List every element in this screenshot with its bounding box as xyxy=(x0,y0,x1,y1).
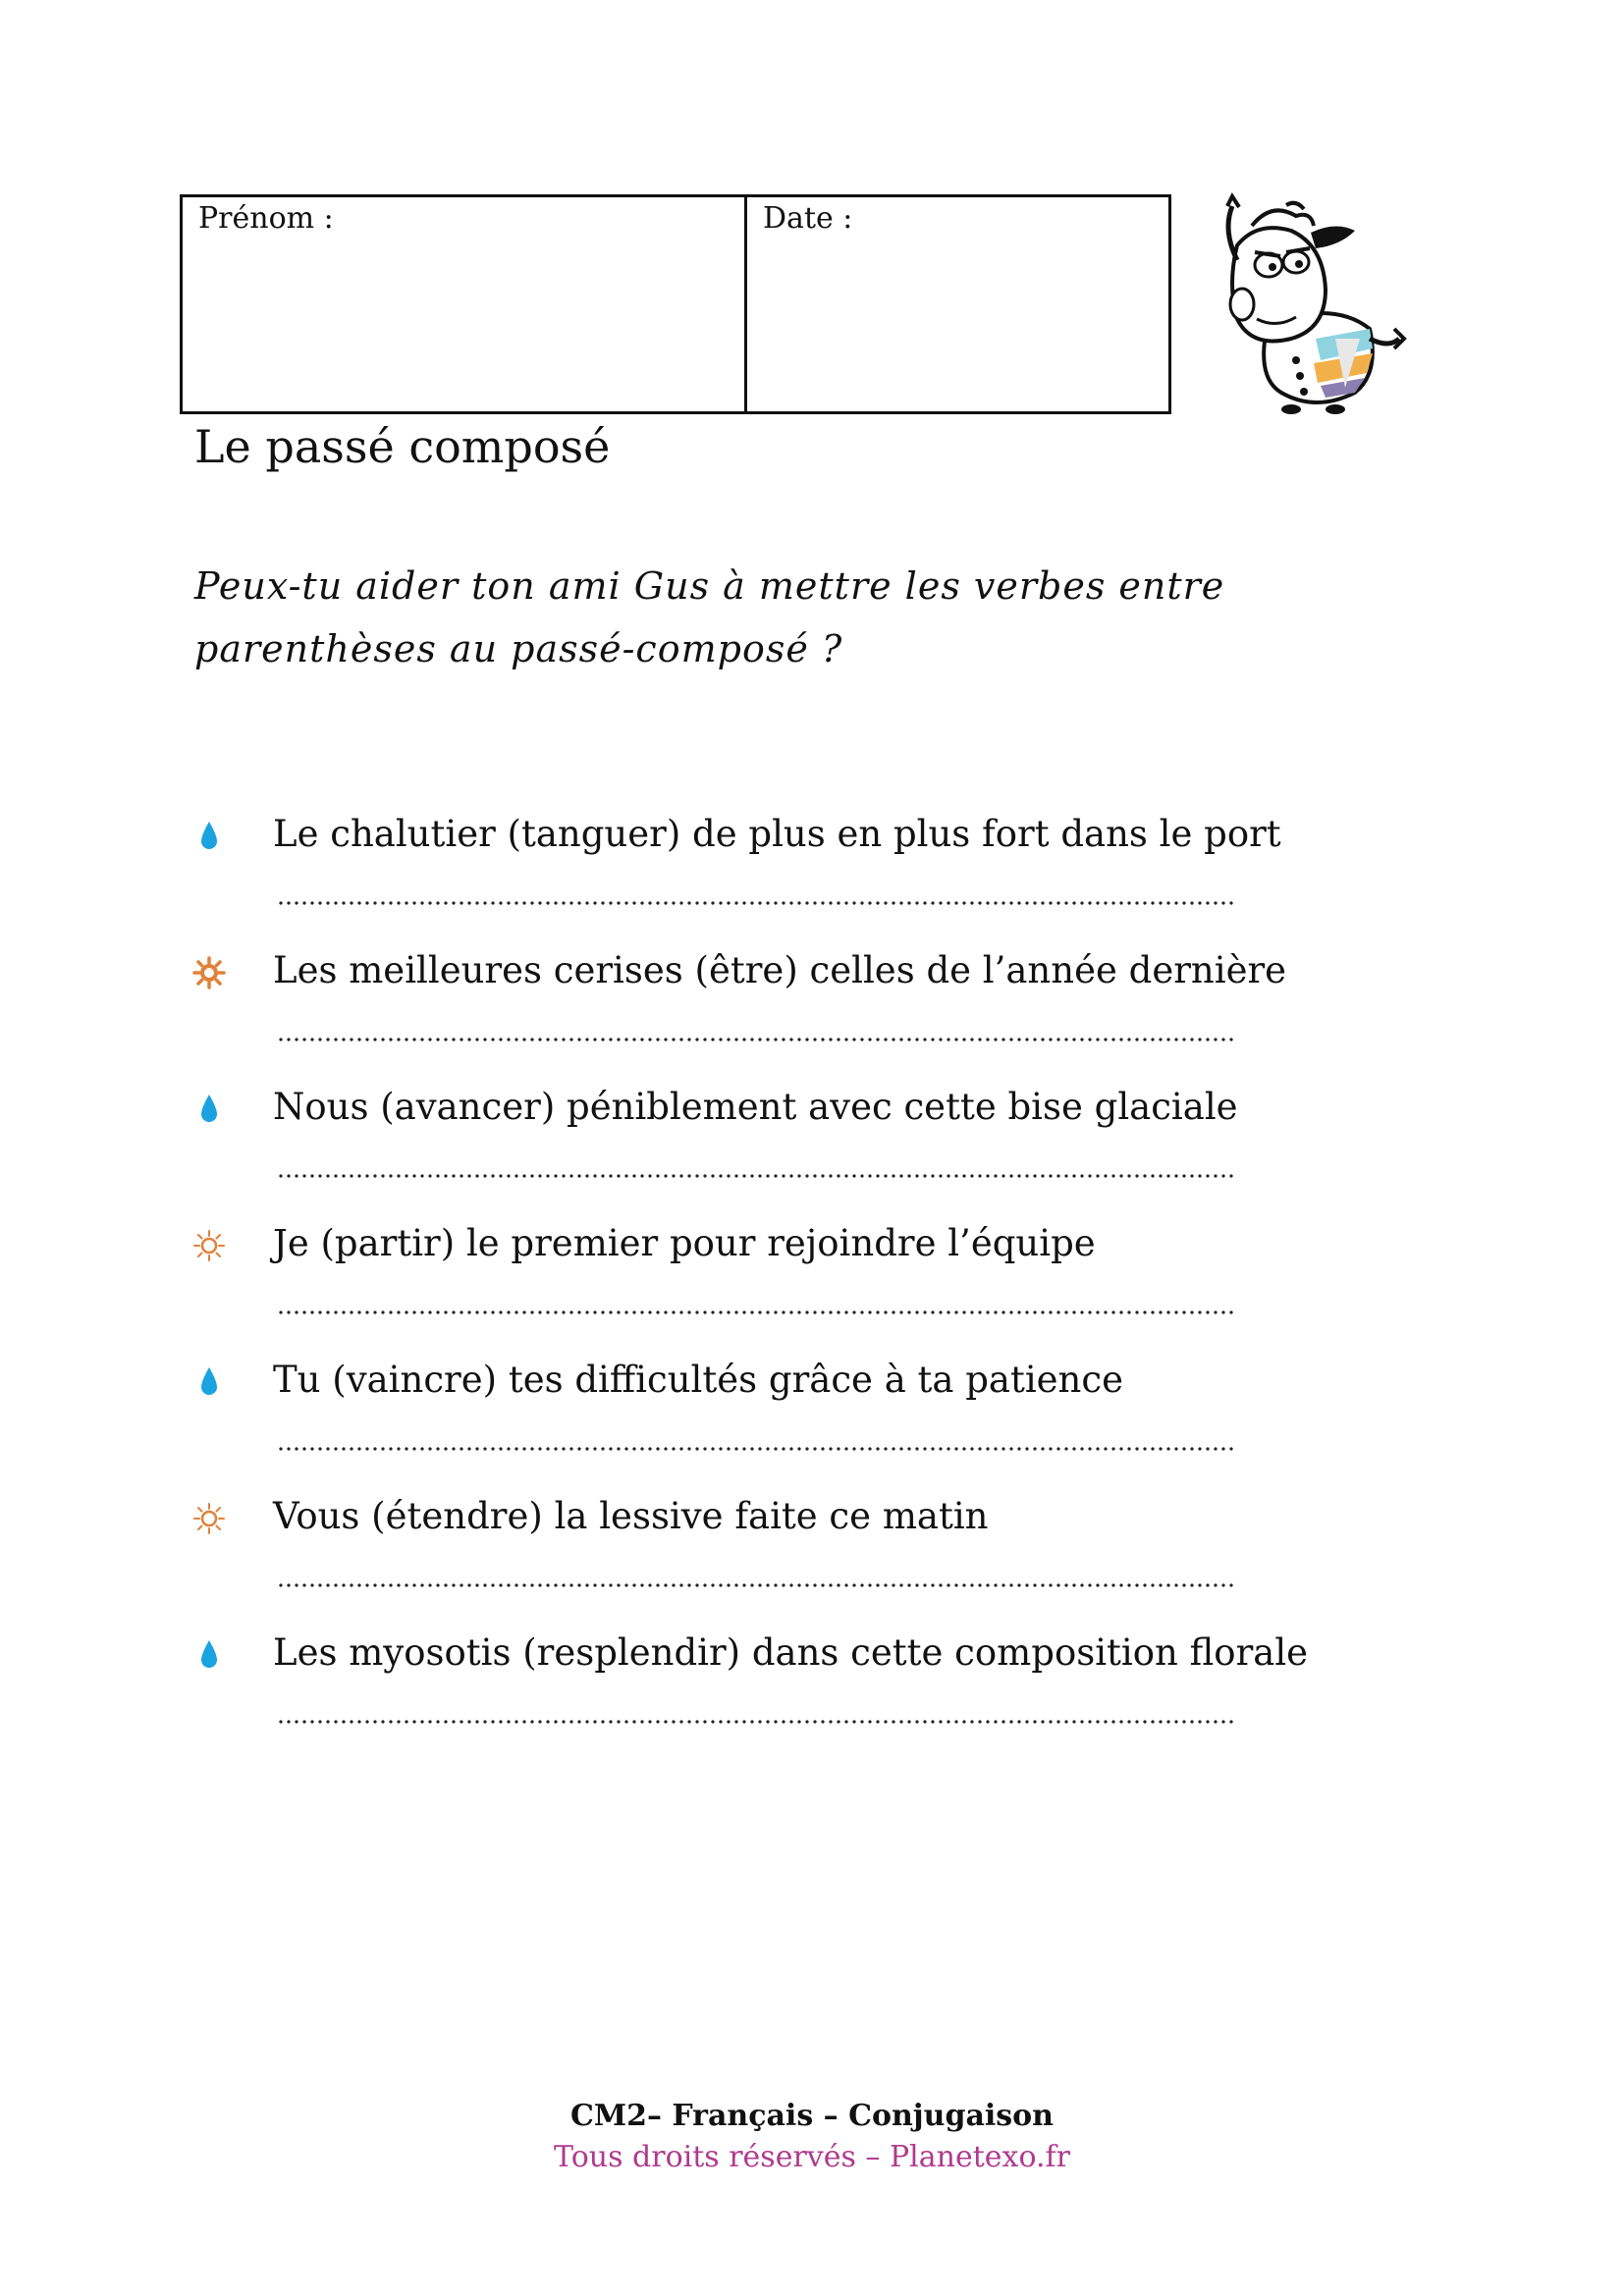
exercise-sentence: Je (partir) le premier pour rejoindre l’équipe xyxy=(273,1222,1096,1264)
exercise-item xyxy=(191,811,1321,947)
name-label: Prénom : xyxy=(198,201,334,236)
exercise-list xyxy=(191,811,1321,1766)
sheep-mascot-icon xyxy=(1198,191,1414,417)
name-field[interactable] xyxy=(183,197,747,411)
sun-icon xyxy=(191,955,227,990)
exercise-item xyxy=(191,1220,1321,1357)
exercise-sentence: Les meilleures cerises (être) celles de l’année dernière xyxy=(273,949,1287,991)
exercise-item xyxy=(191,1357,1321,1493)
answer-line[interactable] xyxy=(277,1310,1234,1314)
exercise-item xyxy=(191,947,1321,1084)
instruction xyxy=(194,555,1324,680)
answer-line[interactable] xyxy=(277,1447,1234,1451)
exercise-item xyxy=(191,1084,1321,1220)
answer-line[interactable] xyxy=(277,1583,1234,1587)
sun-icon xyxy=(191,1501,227,1536)
exercise-sentence: Les myosotis (resplendir) dans cette composition florale xyxy=(273,1631,1309,1674)
exercise-sentence: Le chalutier (tanguer) de plus en plus fort dans le port xyxy=(273,813,1281,855)
date-label: Date : xyxy=(763,201,853,236)
answer-line[interactable] xyxy=(277,1720,1234,1724)
footer-copyright: Tous droits réservés – Planetexo.fr xyxy=(554,2140,1070,2174)
footer-subject: CM2– Français – Conjugaison xyxy=(570,2099,1054,2133)
water-drop-icon xyxy=(191,1637,227,1673)
instruction-line-2: parenthèses au passé-composé ? xyxy=(194,627,843,670)
water-drop-icon xyxy=(191,819,227,854)
instruction-line-1: Peux-tu aider ton ami Gus à mettre les verbes entre xyxy=(194,564,1225,608)
header-table xyxy=(180,194,1171,414)
date-field[interactable] xyxy=(747,197,1168,411)
water-drop-icon xyxy=(191,1364,227,1400)
exercise-item xyxy=(191,1629,1321,1766)
answer-line[interactable] xyxy=(277,901,1234,905)
exercise-sentence: Nous (avancer) péniblement avec cette bise glaciale xyxy=(273,1086,1238,1128)
sun-icon xyxy=(191,1228,227,1263)
exercise-sentence: Tu (vaincre) tes difficultés grâce à ta patience xyxy=(273,1359,1123,1401)
page-title: Le passé composé xyxy=(194,420,611,473)
exercise-sentence: Vous (étendre) la lessive faite ce matin xyxy=(273,1495,989,1537)
exercise-item xyxy=(191,1493,1321,1629)
water-drop-icon xyxy=(191,1092,227,1127)
answer-line[interactable] xyxy=(277,1174,1234,1178)
answer-line[interactable] xyxy=(277,1038,1234,1041)
